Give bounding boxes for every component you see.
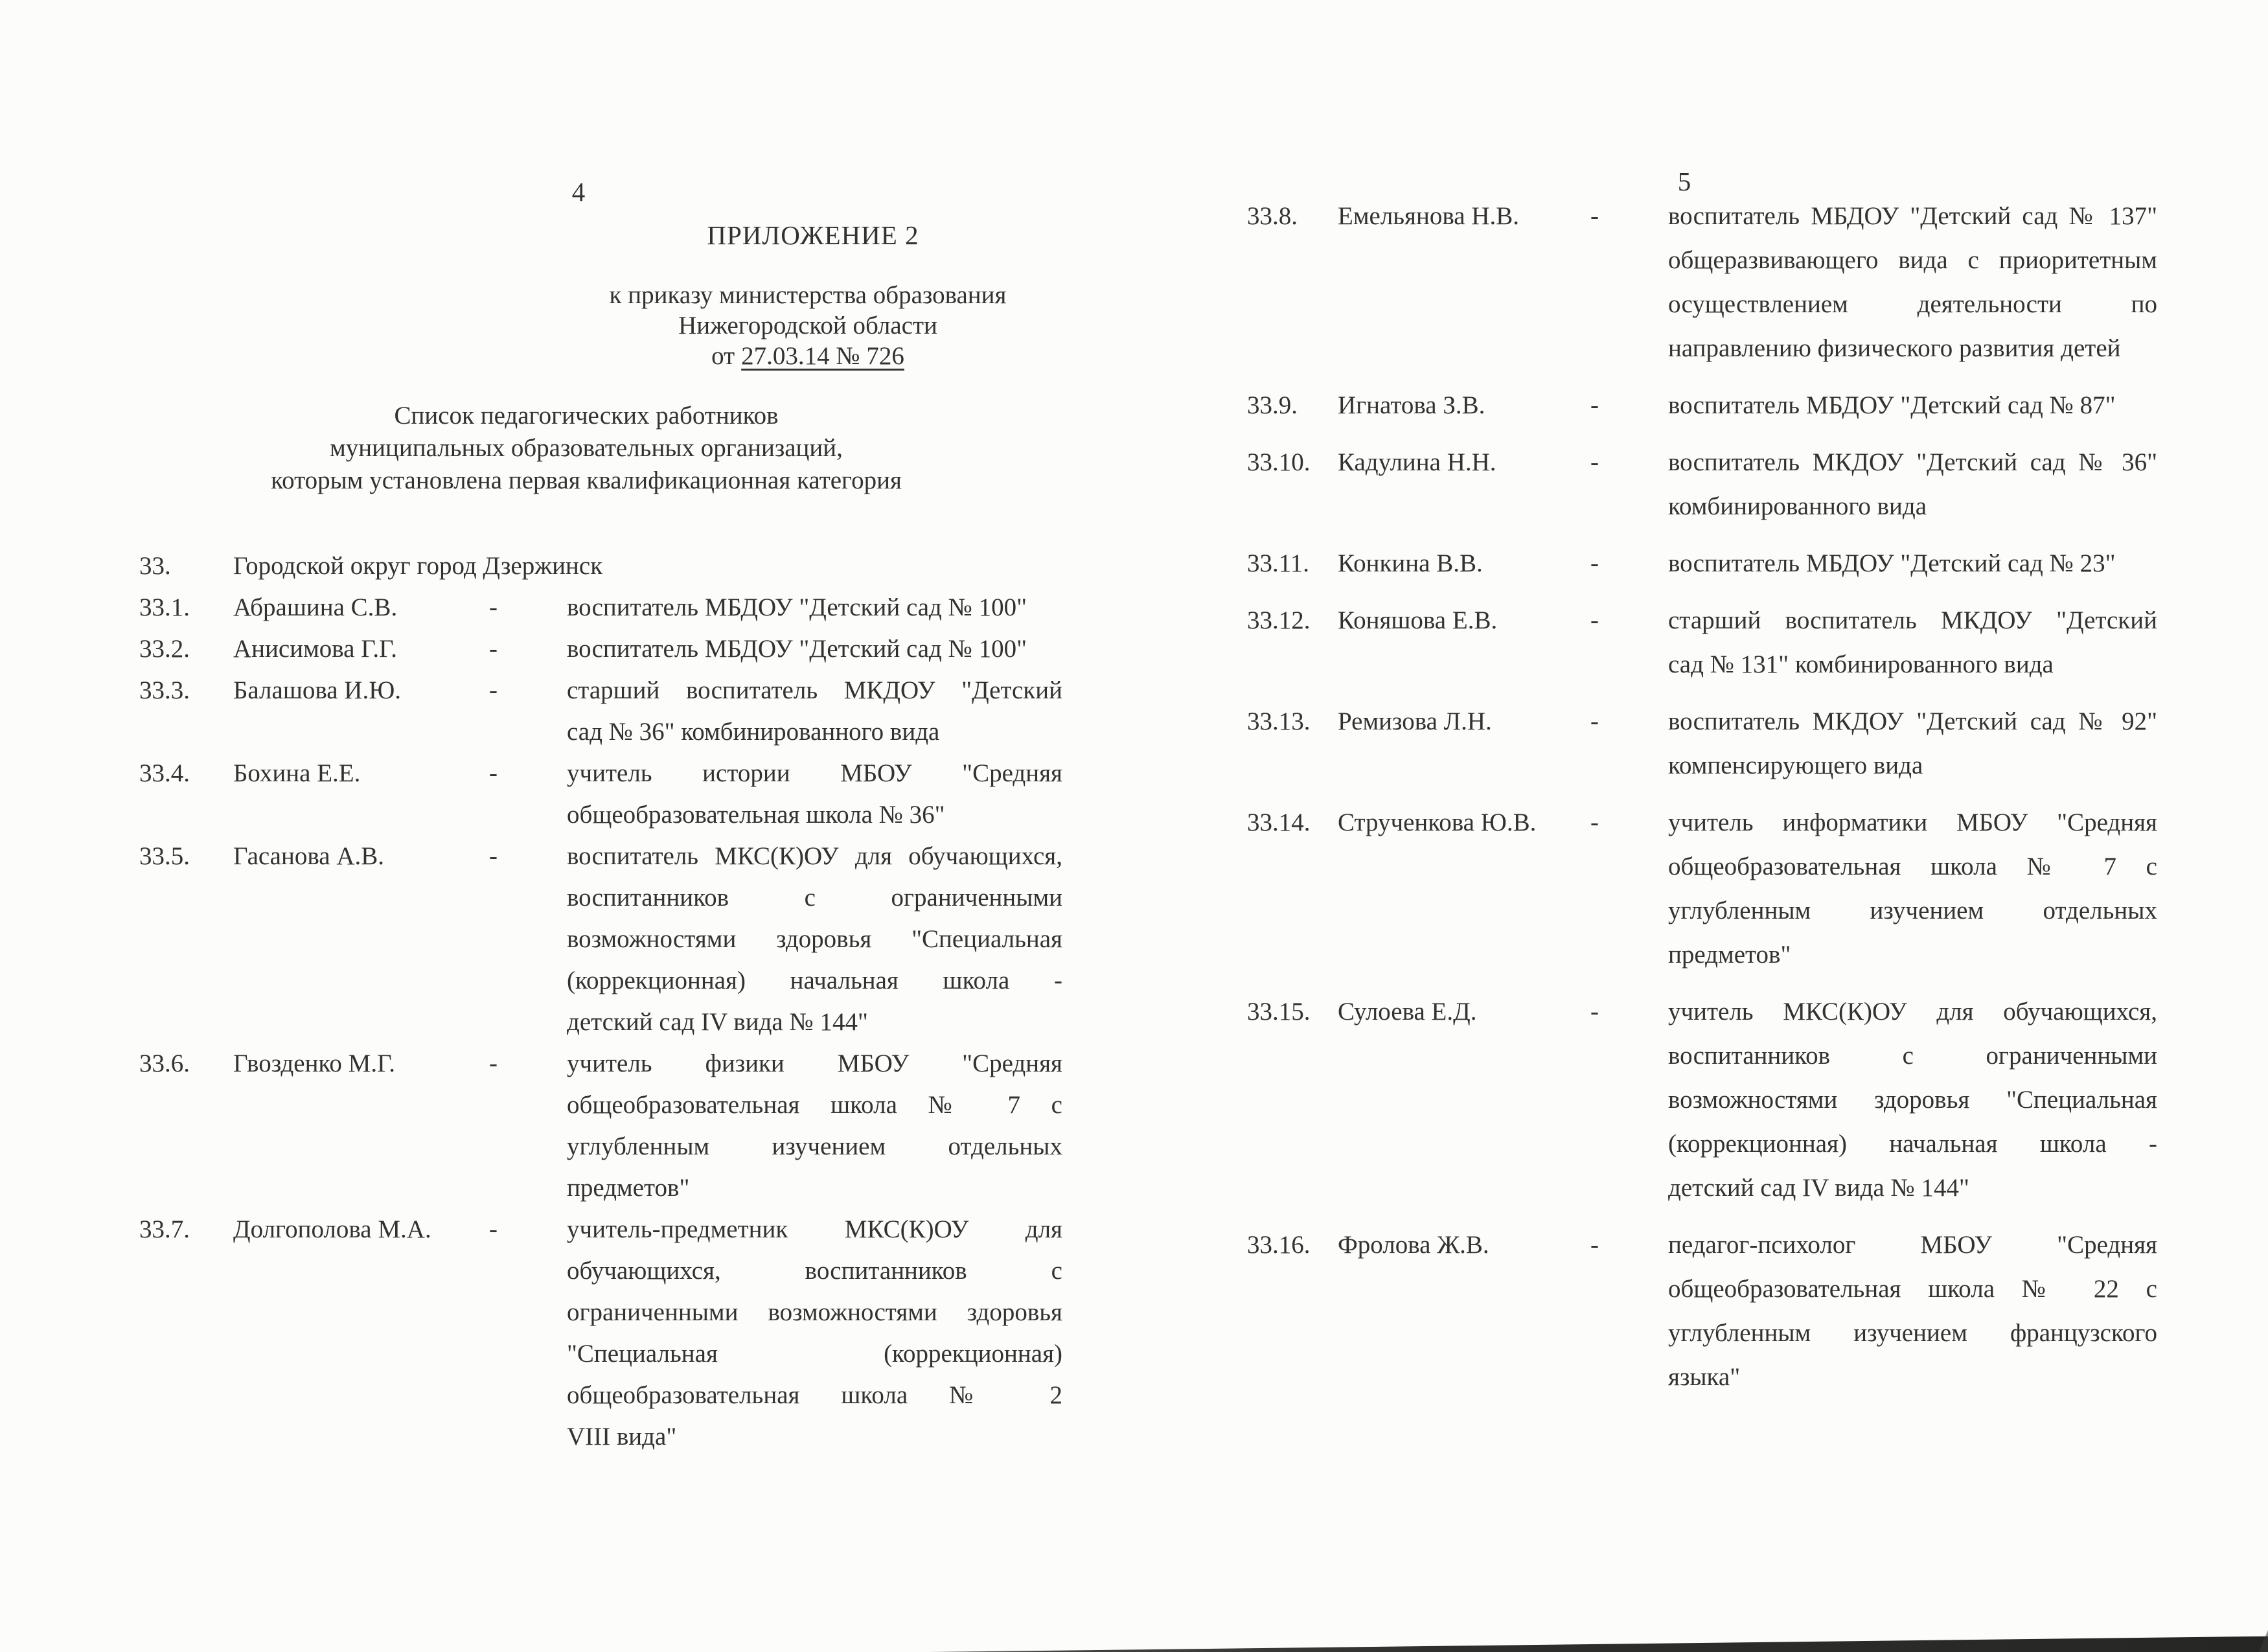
entry-description-line: VIII вида" — [567, 1423, 677, 1451]
order-reference — [562, 280, 1054, 371]
entry-number: 33.15. — [1247, 998, 1311, 1026]
entry-name: Струченкова Ю.В. — [1338, 809, 1537, 836]
section-row — [139, 545, 1062, 587]
entry-dash: - — [489, 676, 498, 704]
entry-number: 33.8. — [1247, 202, 1298, 230]
page-number: 4 — [571, 177, 586, 207]
entry-description-line: комбинированного вида — [1668, 492, 1927, 520]
list-title-line: которым установлена первая квалификационная категория — [271, 466, 902, 494]
entry-description-line: возможностями здоровья "Специальная — [1668, 1086, 2157, 1114]
entry-description-line: направлению физического развития детей — [1668, 334, 2121, 362]
list-title-line: Список педагогических работников — [394, 402, 779, 430]
order-reference-line: к приказу министерства образования — [609, 281, 1007, 309]
entry-number: 33.4. — [139, 759, 190, 787]
entry-description-line: воспитатель МБДОУ "Детский сад № 100" — [567, 635, 1027, 663]
entries-list-page-4 — [139, 545, 1062, 1458]
entry-description-line: возможностями здоровья "Специальная — [567, 925, 1062, 953]
entry-name: Емельянова Н.В. — [1338, 202, 1520, 230]
entry-number: 33.5. — [139, 842, 190, 870]
entry-row — [1247, 801, 2157, 977]
page-number: 5 — [1677, 166, 1691, 196]
entry-description-line: учитель МКС(К)ОУ для обучающихся, — [1668, 998, 2157, 1026]
entry-description-line: воспитатель МКС(К)ОУ для обучающихся, — [567, 842, 1062, 870]
entry-description-line: общеразвивающего вида с приоритетным — [1668, 246, 2157, 274]
entry-name: Абрашина С.В. — [233, 593, 398, 621]
entry-number: 33.6. — [139, 1050, 190, 1077]
entry-number: 33.12. — [1247, 606, 1311, 634]
entry-description-line: (коррекционная) начальная школа - — [1668, 1130, 2157, 1158]
entry-row — [139, 753, 1062, 836]
entry-description-line: воспитанников с ограниченными — [567, 884, 1062, 912]
entry-description — [1668, 441, 2157, 529]
entry-row — [1247, 599, 2157, 687]
entry-name: Ремизова Л.Н. — [1338, 707, 1492, 735]
entry-description — [1668, 384, 2157, 428]
entry-description — [1668, 801, 2157, 977]
entry-row — [1247, 700, 2157, 788]
entries-list-page-5 — [1247, 194, 2157, 1412]
entry-row — [1247, 542, 2157, 586]
order-date-number: 27.03.14 № 726 — [741, 342, 904, 370]
entry-row — [1247, 990, 2157, 1210]
entry-number: 33.7. — [139, 1215, 190, 1243]
entry-description-line: (коррекционная) начальная школа - — [567, 967, 1062, 994]
entry-description-line: учитель истории МБОУ "Средняя — [567, 759, 1062, 787]
entry-description-line: компенсирующего вида — [1668, 751, 1923, 779]
entry-dash: - — [1590, 998, 1599, 1026]
entry-dash: - — [489, 635, 498, 663]
entry-dash: - — [1590, 707, 1599, 735]
entry-dash: - — [489, 759, 498, 787]
entry-number: 33.11. — [1247, 549, 1310, 577]
entry-description-line: общеобразовательная школа № 36" — [567, 801, 945, 829]
entry-description-line: общеобразовательная школа № 7 с — [1668, 853, 2157, 880]
entry-row — [1247, 384, 2157, 428]
entry-row — [139, 1043, 1062, 1209]
entry-description-line: старший воспитатель МКДОУ "Детский — [567, 676, 1062, 704]
entry-name: Бохина Е.Е. — [233, 759, 361, 787]
entry-name: Кадулина Н.Н. — [1338, 448, 1496, 476]
entry-description — [1668, 542, 2157, 586]
entry-description-line: учитель-предметник МКС(К)ОУ для — [567, 1215, 1062, 1243]
entry-dash: - — [1590, 549, 1599, 577]
entry-description-line: углубленным изучением отдельных — [567, 1132, 1062, 1160]
entry-description-line: предметов" — [1668, 941, 1791, 969]
entry-number: 33.10. — [1247, 448, 1311, 476]
entry-description — [567, 836, 1062, 1043]
entry-dash: - — [1590, 606, 1599, 634]
entry-description — [1668, 194, 2157, 371]
list-title — [185, 400, 988, 497]
entry-description-line: педагог-психолог МБОУ "Средняя — [1668, 1231, 2157, 1259]
entry-description-line: углубленным изучением французского — [1668, 1319, 2157, 1347]
entry-name: Игнатова З.В. — [1338, 391, 1485, 419]
entry-description-line: воспитатель МБДОУ "Детский сад № 100" — [567, 593, 1027, 621]
entry-row — [1247, 194, 2157, 371]
entry-dash: - — [489, 593, 498, 621]
entry-name: Анисимова Г.Г. — [233, 635, 398, 663]
entry-number: 33.14. — [1247, 809, 1311, 836]
entry-description — [567, 1209, 1062, 1458]
entry-dash: - — [489, 842, 498, 870]
section-title: Городской округ город Дзержинск — [233, 552, 603, 580]
entry-name: Балашова И.Ю. — [233, 676, 402, 704]
entry-dash: - — [489, 1215, 498, 1243]
entry-dash: - — [1590, 448, 1599, 476]
entry-description — [567, 628, 1062, 670]
entry-description — [567, 587, 1062, 628]
appendix-title: ПРИЛОЖЕНИЕ 2 — [707, 220, 919, 250]
entry-description-line: предметов" — [567, 1174, 690, 1202]
entry-description-line: воспитатель МБДОУ "Детский сад № 23" — [1668, 549, 2116, 577]
entry-description-line: старший воспитатель МКДОУ "Детский — [1668, 606, 2157, 634]
entry-description-line: осуществлением деятельности по — [1668, 290, 2157, 318]
entry-dash: - — [1590, 1231, 1599, 1259]
scan-shadow-bottom — [930, 1635, 2268, 1652]
entry-dash: - — [1590, 202, 1599, 230]
entry-name: Гасанова А.В. — [233, 842, 384, 870]
entry-row — [139, 628, 1062, 670]
entry-description — [567, 670, 1062, 753]
entry-row — [139, 1209, 1062, 1458]
entry-dash: - — [1590, 809, 1599, 836]
entry-description — [1668, 990, 2157, 1210]
entry-description — [567, 1043, 1062, 1209]
entry-description-line: ограниченными возможностями здоровья — [567, 1298, 1062, 1326]
entry-name: Конкина В.В. — [1338, 549, 1483, 577]
entry-row — [139, 670, 1062, 753]
entry-description-line: языка" — [1668, 1363, 1741, 1391]
entry-description — [1668, 599, 2157, 687]
section-number: 33. — [139, 552, 171, 580]
entry-number: 33.16. — [1247, 1231, 1311, 1259]
entry-description-line: обучающихся, воспитанников с — [567, 1257, 1062, 1285]
entry-description-line: общеобразовательная школа № 7 с — [567, 1091, 1062, 1119]
entry-name: Фролова Ж.В. — [1338, 1231, 1489, 1259]
order-date-prefix: от — [711, 342, 735, 370]
entry-number: 33.9. — [1247, 391, 1298, 419]
entry-row — [139, 587, 1062, 628]
entry-row — [1247, 1223, 2157, 1399]
entry-number: 33.2. — [139, 635, 190, 663]
order-reference-line: Нижегородской области — [678, 312, 937, 339]
entry-name: Сулоева Е.Д. — [1338, 998, 1477, 1026]
entry-description — [1668, 1223, 2157, 1399]
entry-description-line: общеобразовательная школа № 22 с — [1668, 1275, 2157, 1303]
entry-description-line: воспитатель МКДОУ "Детский сад № 92" — [1668, 707, 2157, 735]
entry-number: 33.3. — [139, 676, 190, 704]
entry-name: Коняшова Е.В. — [1338, 606, 1498, 634]
entry-dash: - — [489, 1050, 498, 1077]
entry-description-line: воспитатель МБДОУ "Детский сад № 137" — [1668, 202, 2157, 230]
list-title-line: муниципальных образовательных организаций, — [330, 434, 843, 462]
entry-description-line: сад № 131" комбинированного вида — [1668, 650, 2054, 678]
entry-description-line: углубленным изучением отдельных — [1668, 897, 2157, 924]
entry-name: Долгополова М.А. — [233, 1215, 431, 1243]
order-reference-line — [562, 341, 1054, 371]
entry-description-line: детский сад IV вида № 144" — [1668, 1174, 1969, 1202]
entry-description-line: "Специальная (коррекционная) — [567, 1340, 1062, 1368]
entry-description — [567, 753, 1062, 836]
entry-description-line: детский сад IV вида № 144" — [567, 1008, 868, 1036]
entry-row — [1247, 441, 2157, 529]
entry-description-line: воспитатель МБДОУ "Детский сад № 87" — [1668, 391, 2116, 419]
entry-name: Гвозденко М.Г. — [233, 1050, 395, 1077]
entry-description-line: учитель физики МБОУ "Средняя — [567, 1050, 1062, 1077]
entry-description — [1668, 700, 2157, 788]
entry-dash: - — [1590, 391, 1599, 419]
entry-row — [139, 836, 1062, 1043]
entry-description-line: учитель информатики МБОУ "Средняя — [1668, 809, 2157, 836]
entry-description-line: общеобразовательная школа № 2 — [567, 1381, 1062, 1409]
entry-number: 33.1. — [139, 593, 190, 621]
entry-description-line: сад № 36" комбинированного вида — [567, 718, 940, 746]
entry-description-line: воспитанников с ограниченными — [1668, 1042, 2157, 1070]
entry-number: 33.13. — [1247, 707, 1311, 735]
entry-description-line: воспитатель МКДОУ "Детский сад № 36" — [1668, 448, 2157, 476]
